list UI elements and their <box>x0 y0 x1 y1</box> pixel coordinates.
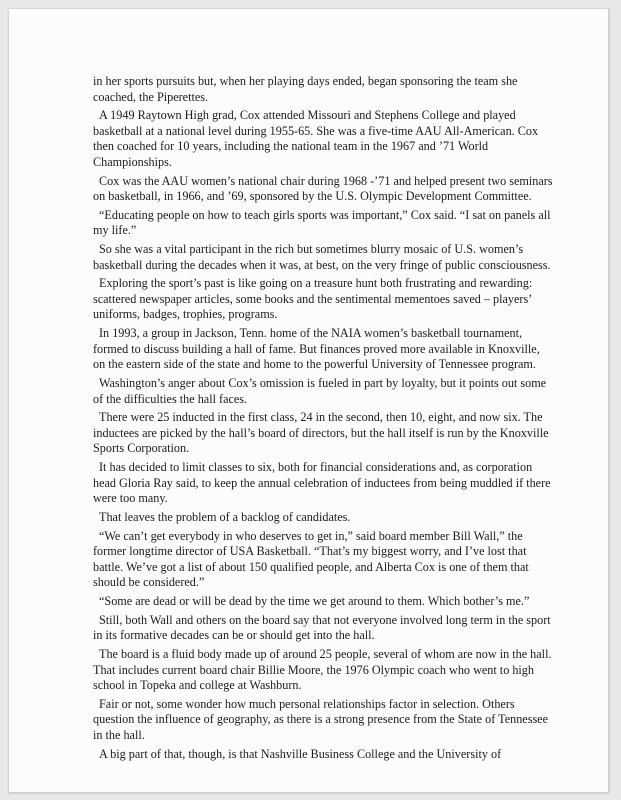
paragraph: So she was a vital participant in the rich but sometimes blurry mosaic of U.S. women’s basketball during the decades when it was, at best, on the very fringe of public consciousness. <box>93 242 551 272</box>
paragraph: in her sports pursuits but, when her playing days ended, began sponsoring the team she coached, the Piperettes. <box>93 74 518 104</box>
paragraph: Washington’s anger about Cox’s omission is fueled in part by loyalty, but it points out some of the difficulties the hall faces. <box>93 376 547 406</box>
paragraph: “We can’t get everybody in who deserves to get in,” said board member Bill Wall,” the former longtime director of USA Basketball. “That’s my biggest worry, and I’ve lost that battle. We’ve got a list of about 150 qualified people, and Alberta Cox is one of them that should be considered.” <box>93 528 529 590</box>
document-page <box>9 9 609 793</box>
paragraph: Fair or not, some wonder how much personal relationships factor in selection. Others question the influence of geography, as there is a strong presence from the State of Tennessee in the hall. <box>93 696 549 742</box>
paragraph: Exploring the sport’s past is like going on a treasure hunt both frustrating and rewarding: scattered newspaper articles, some books and the sentimental mementoes saved – players’ uniforms, badges, trophies, programs. <box>93 276 533 322</box>
paragraph: There were 25 inducted in the first class, 24 in the second, then 10, eight, and now six. The inductees are picked by the hall’s board of directors, but the hall itself is run by the Knoxville Sports Corporation. <box>93 410 549 456</box>
paragraph: Still, both Wall and others on the board say that not everyone involved long term in the sport in its formative decades can be or should get into the hall. <box>93 612 551 643</box>
paragraph: The board is a fluid body made up of around 25 people, several of whom are now in the hall. That includes current board chair Billie Moore, the 1976 Olympic coach who went to high school in Topeka and college at Washburn. <box>93 647 552 693</box>
paragraph: In 1993, a group in Jackson, Tenn. home of the NAIA women’s basketball tournament, formed to discuss building a hall of fame. But finances proved more available in Knoxville, on the eastern side of the state and home to the powerful University of Tennessee program. <box>93 326 540 372</box>
paragraph: A big part of that, though, is that Nashville Business College and the University of <box>99 746 502 761</box>
paragraph: Cox was the AAU women’s national chair during 1968 -’71 and helped present two seminars on basketball, in 1966, and ’69, sponsored by the U.S. Olympic Development Committee. <box>93 173 553 204</box>
paragraph: That leaves the problem of a backlog of candidates. <box>99 509 351 524</box>
article-body <box>93 74 553 766</box>
paragraph: “Some are dead or will be dead by the time we get around to them. Which bother’s me.” <box>99 594 530 609</box>
paragraph: It has decided to limit classes to six, both for financial considerations and, as corporation head Gloria Ray said, to keep the annual celebration of inductees from being muddled if there were too many. <box>93 460 551 506</box>
paragraph: A 1949 Raytown High grad, Cox attended Missouri and Stephens College and played basketball at a national level during 1955-65. She was a five-time AAU All-American. Cox then coached for 10 years, including the national team in the 1967 and ’71 World Championships. <box>93 108 539 169</box>
paragraph: “Educating people on how to teach girls sports was important,” Cox said. “I sat on panels all my life.” <box>93 207 551 238</box>
